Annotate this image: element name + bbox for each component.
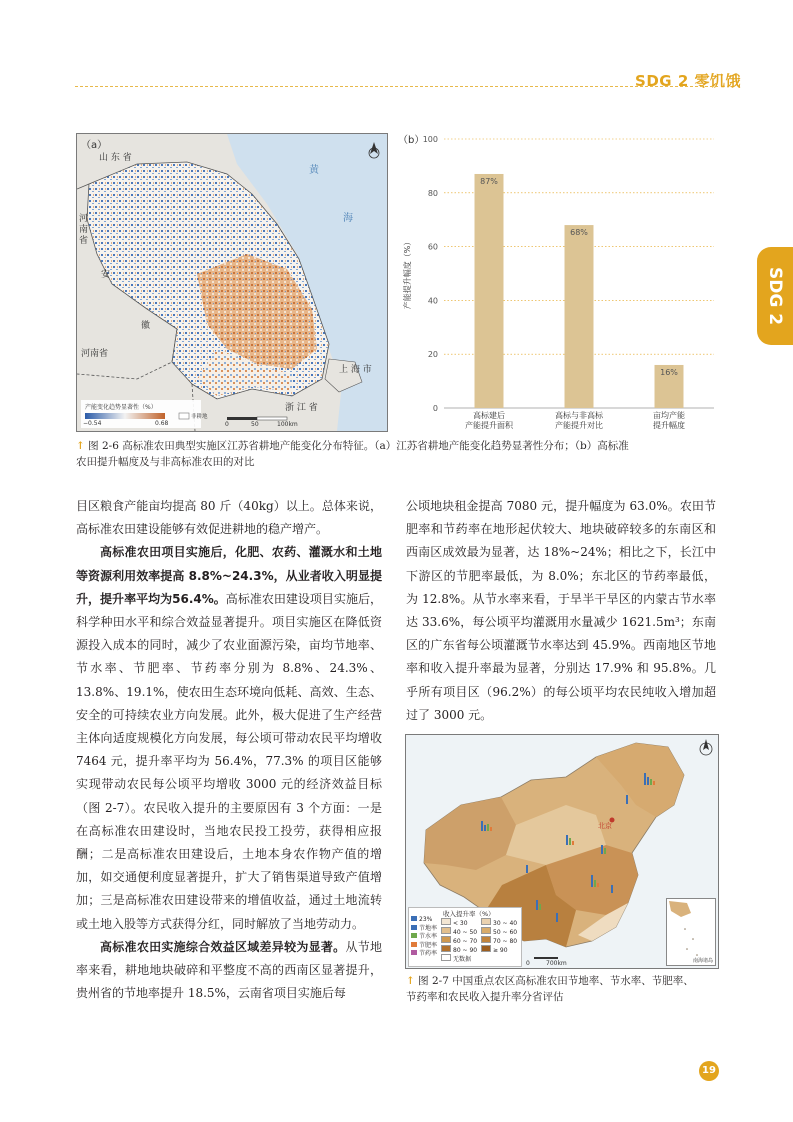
legend-bin-item: < 30 xyxy=(441,918,481,927)
y-tick-label: 60 xyxy=(427,242,438,252)
figure-2-6-caption xyxy=(76,438,718,470)
legend-bin-item: 30 ~ 40 xyxy=(481,918,521,927)
figure-2-7-caption xyxy=(406,973,718,1005)
scale-2-0: 0 xyxy=(526,960,530,967)
bar-value-label: 87% xyxy=(480,176,498,186)
jiangsu-map-graphic xyxy=(77,134,387,431)
legend-bin-item: 80 ~ 90 xyxy=(441,945,481,954)
legend-bin-item: 50 ~ 60 xyxy=(481,927,521,936)
figure-2-6b-chart xyxy=(396,133,718,433)
figure-2-7-legend xyxy=(408,907,522,967)
south-china-sea-inset xyxy=(666,898,716,966)
legend-bin-item: 60 ~ 70 xyxy=(441,936,481,945)
legend-max: 0.68 xyxy=(155,420,169,427)
side-tab-label: SDG 2 xyxy=(765,266,785,326)
north-arrow-icon xyxy=(367,140,381,162)
bar-chart-svg xyxy=(396,133,718,433)
right-paragraph: 公顷地块租金提高 7080 元，提升幅度为 63.0%。农田节肥率和节药率在地形起伏较大、地块破碎较多的东南区和西南区成效最为显著，达 18%~24%；相比之下，长江中下游区的节肥率最低，为 8.0%；东北区的节药率最低，为 12.8%。从节水率来看，于旱半干旱区的内蒙古节水率达 33.6%，每公顷平均灌溉用水量减少 1621.5m³；东南区的广东省每公顷灌溉节水率达到 45.9%。西南地区节地率和收入提升率最为显著，分别达 17.9% 和 95.8%。几乎所有项目区（96.2%）的每公顷平均农民纯收入增加超过了 3000 元。 xyxy=(406,499,716,722)
label-hui: 徽 xyxy=(141,321,151,331)
legend-bin-item: 70 ~ 80 xyxy=(481,936,521,945)
label-henan-top: 河南省 xyxy=(79,214,89,246)
page-number: 19 xyxy=(699,1061,719,1081)
figure-2-6-label: 图 2-6 xyxy=(88,440,119,452)
scale-50: 50 xyxy=(251,421,259,428)
legend-series-item: 节地率 xyxy=(411,925,437,934)
legend-bin-item: 无数据 xyxy=(441,954,481,963)
label-huang-sea-1: 黄 xyxy=(309,165,319,176)
category-label: 高标与非高标 xyxy=(555,411,603,420)
figure-2-7-map xyxy=(405,734,719,969)
category-label: 高标建后 xyxy=(473,411,505,420)
figure-2-7-caption-line1: 中国重点农区高标准农田节地率、节水率、节肥率、 xyxy=(452,975,694,987)
figure-2-7-label: 图 2-7 xyxy=(418,975,449,987)
caption-arrow-icon: ↑ xyxy=(76,440,85,452)
label-zhejiang: 浙 江 省 xyxy=(285,403,318,413)
header-divider xyxy=(75,86,718,87)
scale-0: 0 xyxy=(225,421,229,428)
panel-b-letter: （b） xyxy=(398,135,425,146)
figure-2-6-caption-line2: 农田提升幅度及与非高标准农田的对比 xyxy=(76,456,255,468)
paragraph-2-body: 高标准农田建设项目实施后，科学种田水平和综合效益显著提升。项目实施区在降低资源投入成本的同时，减少了农业面源污染，亩均节地率、节水率、节肥率、节药率分别为 8.8%、24.3%、13.8%、19.1%，使农田生态环境向低耗、高效、生态、安全的可持续农业方向发展。此外，极大促进了生产经营主体向适度规模化方向发展，每公顷可带动农民平均增收 7464 元，提升率平均为 56.4%，77.3% 的项目区能够实现带动农民每公顷平均增收 3000 元的经济效益目标（图 2-7）。农民收入提升的主要原因有 3 个方面：一是在高标准农田建设时，当地农民投工投劳，获得相应报酬；二是高标准农田建设后，土地本身农作物产值的增加，如交通便利度显著提升，扩大了销售渠道导致产值增加；三是高标准农田建设带来的增值收益，通过土地流转或土地入股等方式获得分红，同时解放了当地劳动力。 xyxy=(76,591,382,931)
paragraph-2-lead: 高标准农田项目实施后，化肥、农药、灌溉水和土地等资源利用效率提高 8.8%~24.3%，从业者收入明显提升，提升率平均为56.4%。 xyxy=(76,545,382,606)
legend-series-item: 节水率 xyxy=(411,933,437,942)
category-label: 提升幅度 xyxy=(653,421,685,430)
paragraph-2 xyxy=(76,541,382,935)
y-tick-label: 80 xyxy=(427,188,438,198)
legend-series-item: 23% xyxy=(411,916,437,925)
legend-series-item: 节药率 xyxy=(411,950,437,959)
legend-non-farmland: 非耕地 xyxy=(191,414,208,420)
category-label: 亩均产能 xyxy=(653,411,685,420)
label-shandong: 山 东 省 xyxy=(99,153,132,163)
figure-2-6-caption-line1: 高标准农田典型实施区江苏省耕地产能变化分布特征。（a）江苏省耕地产能变化趋势显著性分布；（b）高标准 xyxy=(122,440,629,452)
legend-min: −0.54 xyxy=(83,420,102,427)
legend-bin-item: ≥ 90 xyxy=(481,945,521,954)
paragraph-3-lead: 高标准农田实施综合效益区域差异较为显著。 xyxy=(100,939,346,954)
figure-2-6a-map xyxy=(76,133,388,432)
y-tick-label: 100 xyxy=(422,135,438,144)
right-column xyxy=(406,495,716,727)
bar-value-label: 16% xyxy=(660,367,678,377)
y-tick-label: 0 xyxy=(432,404,438,413)
bar-value-label: 68% xyxy=(570,228,588,238)
bar xyxy=(565,225,594,408)
label-huang-sea-2: 海 xyxy=(343,213,353,224)
y-tick-label: 40 xyxy=(427,296,438,306)
legend-bin-item: 40 ~ 50 xyxy=(441,927,481,936)
category-label: 产能提升面积 xyxy=(465,421,513,430)
legend-title: 产能变化趋势显著性（%） xyxy=(85,404,157,411)
category-label: 产能提升对比 xyxy=(555,421,603,430)
paragraph-3 xyxy=(76,936,382,1006)
label-henan-bottom: 河南省 xyxy=(81,349,109,359)
inset-label: 南海诸岛 xyxy=(692,958,713,964)
chapter-side-tab[interactable] xyxy=(757,247,793,345)
label-beijing: 北京 xyxy=(598,822,612,830)
left-column xyxy=(76,495,382,1005)
legend-series-item: 节肥率 xyxy=(411,942,437,951)
figure-2-7-caption-line2: 节药率和农民收入提升率分省评估 xyxy=(406,991,564,1003)
label-an: 安 xyxy=(101,270,111,280)
scale-100: 100km xyxy=(277,421,298,428)
y-tick-label: 20 xyxy=(427,350,438,360)
paragraph-3-body: 从节地率来看，耕地地块破碎和平整度不高的西南区显著提升，贵州省的节地率提升 18.5%，云南省项目实施后每 xyxy=(76,939,382,1001)
bar xyxy=(475,174,504,408)
paragraph-1: 目区粮食产能亩均提高 80 斤（40kg）以上。总体来说，高标准农田建设能够有效促进耕地的稳产增产。 xyxy=(76,499,382,537)
scale-2-700: 700km xyxy=(546,960,567,967)
running-header-title: SDG 2 零饥饿 xyxy=(635,72,741,90)
y-axis-label: 产能提升幅度（%） xyxy=(403,237,412,310)
label-shanghai: 上 海 市 xyxy=(339,365,372,375)
caption-arrow-2-icon: ↑ xyxy=(406,975,415,987)
panel-a-letter: （a） xyxy=(81,140,108,151)
legend-2-title: 收入提升率（%） xyxy=(443,910,495,918)
